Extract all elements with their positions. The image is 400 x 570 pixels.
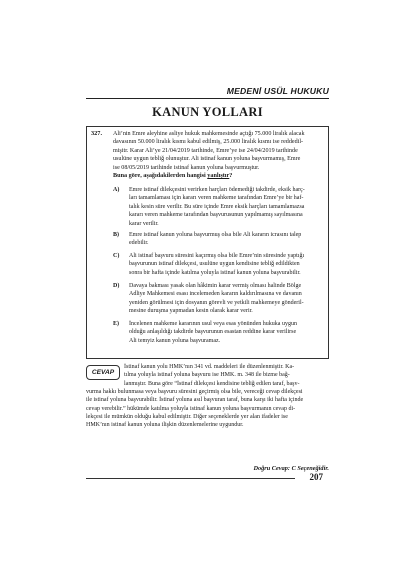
option-line: sonra bir hafta içinde katılma yoluyla istinaf kanun yoluna başvurabilir. (129, 269, 301, 276)
question-line: mişitr. Karar Ali’ye 21/04/2019 tarihinde, Emre’ye ise 24/04/2019 tarihinde (113, 147, 298, 154)
option-line: talık kesin süre verilir. Bu süre içinde Emre eksik harçları tamamlamazsa (129, 203, 305, 210)
answer-line: vurma hakkı bulunmasa veya başvuru süresini geçirmiş olsa bile, vereceği cevap dilekçesi (86, 389, 303, 395)
option-letter: C) (113, 253, 120, 259)
answer-body (86, 388, 329, 429)
correct-answer: Doğru Cevap: C Seçeneğidir. (253, 465, 329, 472)
option-line: Ali temyiz kanun yoluna başvuramaz. (129, 337, 221, 344)
footer-rule (86, 478, 295, 479)
prompt-before: Buna göre, aşağıdakilerden hangisi (113, 172, 208, 179)
option-line: Adliye Mahkemesi esası incelemeden kararın kaldırılmasına ve davanın (129, 291, 302, 298)
answer-line: ile istinaf yoluna başvurabilir. İstinaf yoluna asıl başvuran taraf, buna karşı iki hafta içinde (86, 397, 304, 404)
answer-lead (124, 363, 329, 388)
option-line: edebilir. (129, 240, 149, 247)
cevap-badge: CEVAP (86, 365, 120, 380)
question-line: Ali’nin Emre aleyhine asliye hukuk mahkemesinde açtığı 75.000 liralık alacak (113, 131, 305, 137)
question-line: davasının 50.000 liralık kısmı kabul edilmiş, 25.000 liralık kısmı ise reddedil- (113, 139, 304, 146)
option-text (129, 252, 325, 277)
question-text (113, 130, 325, 172)
answer-line: tılma yoluyla istinaf yoluna başvuru ise HMK. m. 348 ile bizme bağ- (124, 372, 290, 379)
option-line: Emre istinaf kanun yoluna başvurmuş olsa bile Ali kararın icrasını talep (129, 232, 302, 238)
option-line: İncelenen mahkeme kararının usul veya esas yönünden hukuka uygun (129, 321, 297, 327)
running-header (86, 86, 329, 100)
answer-line: cevap verebilir.” hükümde katılma yoluyla istinaf kanun yoluna başvurmanın cevap di- (86, 405, 296, 412)
option-letter: B) (113, 232, 119, 238)
option-line: Emre istinaf dilekçesini verirken harçları ödemediği takdirde, eksik harç- (129, 187, 305, 193)
answer-line: lanmıştır. Buna göre “İstinaf dilekçesi kendisine tebliğ edilen taraf, başv- (124, 380, 300, 387)
question-line: usulüne uygun tebliğ olunuştur. Ali istinaf kanun yoluna başvurmamış, Emre (113, 156, 301, 163)
question-box (86, 126, 329, 359)
option-line: karar verilir. (129, 220, 159, 227)
option-text (129, 186, 325, 228)
prompt-after: ? (229, 172, 233, 179)
option-letter: A) (113, 187, 120, 193)
page-number: 207 (309, 472, 323, 482)
option-text (129, 231, 325, 248)
prompt-underlined: yanlıştır (207, 172, 230, 179)
question-number: 327. (91, 130, 103, 137)
option-line: mesine duruşma yapmadan kesin olarak karar verir. (129, 308, 253, 315)
header-title: MEDENİ USÜL HUKUKU (226, 86, 329, 96)
option-line: yeniden görülmesi için dosyanın görevli ve yetkili mahkemeye gönderil- (129, 299, 304, 306)
answer-line: İstinaf kanun yolu HMK’nın 341 vd. maddeleri ile düzenlenmiştir. Ka- (124, 364, 295, 370)
question-line: ise 08/05/2019 tarihinde istinaf kanun yoluna başvurmuştur. (113, 164, 260, 171)
option-text (129, 282, 325, 316)
option-line: olduğu anlaşıldığı takdirde başvurunun esastan reddine karar verilirse (129, 329, 297, 336)
option-letter: E) (113, 321, 119, 327)
option-text (129, 320, 325, 345)
option-line: Davaya bakması yasak olan hâkimin karar vermiş olması halinde Bölge (129, 283, 302, 289)
option-line: başvurunun istinaf dilekçesi, usulüne uygun kendisine tebliğ edildikten (129, 261, 300, 268)
option-line: Ali istinaf başvuru süresini kaçırmış olsa bile Emre’nin süresinde yaptığı (129, 253, 305, 259)
option-letter: D) (113, 283, 120, 289)
answer-line: HMK’nın istinaf kanun yoluna ilişkin düzenlemelerine uygundur. (86, 422, 244, 429)
page-footer (86, 472, 329, 484)
option-line: ları tamamlaması için kararı veren mahkeme tarafından Emre’ye bir haf- (129, 195, 304, 202)
option-line: kararı veren mahkeme tarafından başvurusunun yapılmamış sayılmasına (129, 212, 303, 219)
answer-line: lekçesi ile mümkün olduğu kabul edilmiştir. Diğer seçeneklerde yer alan ifadeler ise (86, 413, 288, 420)
section-title: KANUN YOLLARI (152, 105, 263, 119)
header-rule (86, 98, 329, 99)
question-prompt (113, 172, 325, 180)
